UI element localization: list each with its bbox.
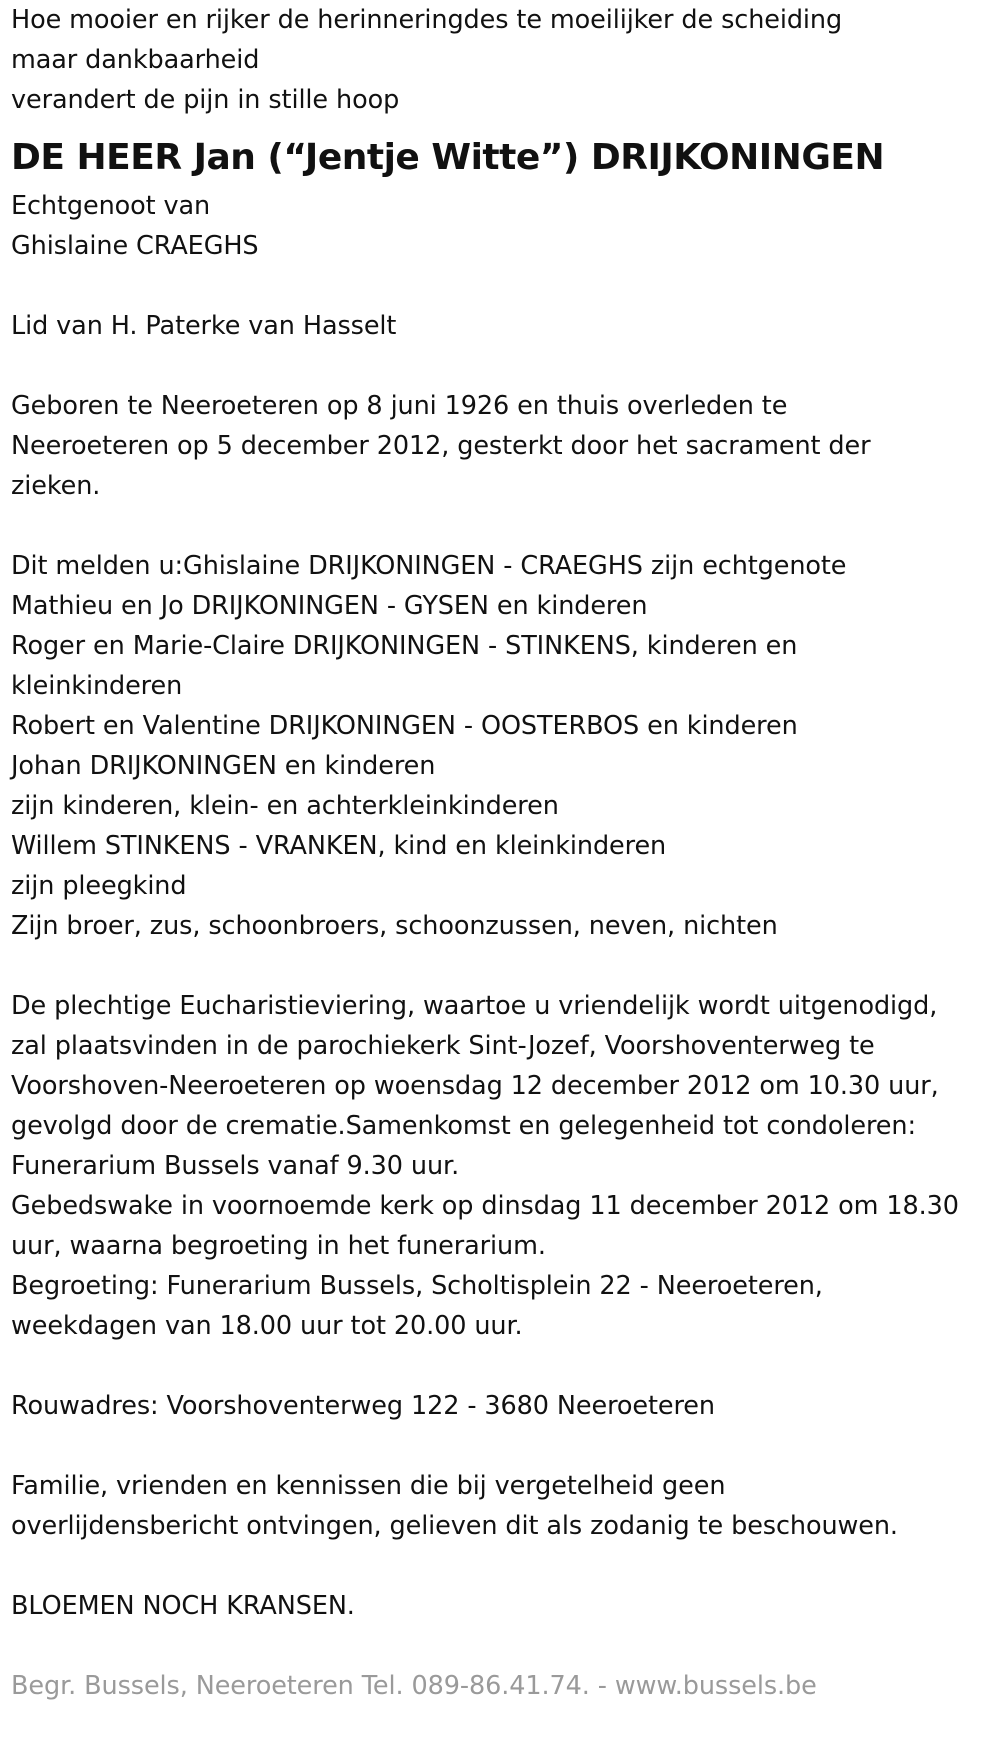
family-line: Zijn broer, zus, schoonbroers, schoonzussen, neven, nichten xyxy=(11,911,778,941)
family-line: kleinkinderen xyxy=(11,671,183,701)
family-line: Robert en Valentine DRIJKONINGEN - OOSTERBOS en kinderen xyxy=(11,711,798,741)
notice-line: Familie, vrienden en kennissen die bij vergetelheid geen xyxy=(11,1471,726,1501)
spacer xyxy=(11,1426,996,1466)
poem-line: Hoe mooier en rijker de herinneringdes te moeilijker de scheiding xyxy=(11,5,843,35)
notice-line: overlijdensbericht ontvingen, gelieven dit als zodanig te beschouwen. xyxy=(11,1511,898,1541)
family-line: Roger en Marie-Claire DRIJKONINGEN - STINKENS, kinderen en xyxy=(11,631,798,661)
spouse-line: Ghislaine CRAEGHS xyxy=(11,231,259,261)
ceremony-line: gevolgd door de crematie.Samenkomst en gelegenheid tot condoleren: xyxy=(11,1111,916,1141)
notice-text xyxy=(11,1466,996,1546)
spacer xyxy=(11,346,996,386)
family-line: Willem STINKENS - VRANKEN, kind en kleinkinderen xyxy=(11,831,667,861)
spacer xyxy=(11,1626,996,1666)
flowers-notice: BLOEMEN NOCH KRANSEN. xyxy=(11,1591,355,1621)
ceremony-info xyxy=(11,986,996,1346)
family-line: Mathieu en Jo DRIJKONINGEN - GYSEN en kinderen xyxy=(11,591,648,621)
spacer xyxy=(11,266,996,306)
family-line: zijn kinderen, klein- en achterkleinkinderen xyxy=(11,791,559,821)
ceremony-line: weekdagen van 18.00 uur tot 20.00 uur. xyxy=(11,1311,523,1341)
spacer xyxy=(11,946,996,986)
funeral-home-footer: Begr. Bussels, Neeroeteren Tel. 089-86.41.74. - www.bussels.be xyxy=(11,1671,817,1701)
obituary-notice xyxy=(11,0,996,1706)
ceremony-line: Voorshoven-Neeroeteren op woensdag 12 december 2012 om 10.30 uur, xyxy=(11,1071,939,1101)
poem xyxy=(11,0,996,120)
spouse-line: Echtgenoot van xyxy=(11,191,211,221)
ceremony-line: uur, waarna begroeting in het funerarium. xyxy=(11,1231,546,1261)
birth-death-info xyxy=(11,386,996,506)
family-list xyxy=(11,546,996,946)
poem-line: maar dankbaarheid xyxy=(11,45,260,75)
spacer xyxy=(11,506,996,546)
family-line: zijn pleegkind xyxy=(11,871,187,901)
ceremony-line: Gebedswake in voornoemde kerk op dinsdag 11 december 2012 om 18.30 xyxy=(11,1191,959,1221)
family-line: Dit melden u:Ghislaine DRIJKONINGEN - CRAEGHS zijn echtgenote xyxy=(11,551,847,581)
birth-death-line: zieken. xyxy=(11,471,101,501)
poem-line: verandert de pijn in stille hoop xyxy=(11,85,400,115)
mourning-address: Rouwadres: Voorshoventerweg 122 - 3680 Neeroeteren xyxy=(11,1391,715,1421)
ceremony-line: De plechtige Eucharistieviering, waartoe u vriendelijk wordt uitgenodigd, xyxy=(11,991,938,1021)
ceremony-line: zal plaatsvinden in de parochiekerk Sint-Jozef, Voorshoventerweg te xyxy=(11,1031,875,1061)
birth-death-line: Geboren te Neeroeteren op 8 juni 1926 en thuis overleden te xyxy=(11,391,788,421)
spacer xyxy=(11,1346,996,1386)
birth-death-line: Neeroeteren op 5 december 2012, gesterkt door het sacrament der xyxy=(11,431,871,461)
spacer xyxy=(11,1546,996,1586)
spouse-info xyxy=(11,186,996,266)
membership: Lid van H. Paterke van Hasselt xyxy=(11,311,397,341)
ceremony-line: Funerarium Bussels vanaf 9.30 uur. xyxy=(11,1151,460,1181)
deceased-name-title: DE HEER Jan (“Jentje Witte”) DRIJKONINGEN xyxy=(11,137,885,178)
family-line: Johan DRIJKONINGEN en kinderen xyxy=(11,751,436,781)
ceremony-line: Begroeting: Funerarium Bussels, Scholtisplein 22 - Neeroeteren, xyxy=(11,1271,823,1301)
